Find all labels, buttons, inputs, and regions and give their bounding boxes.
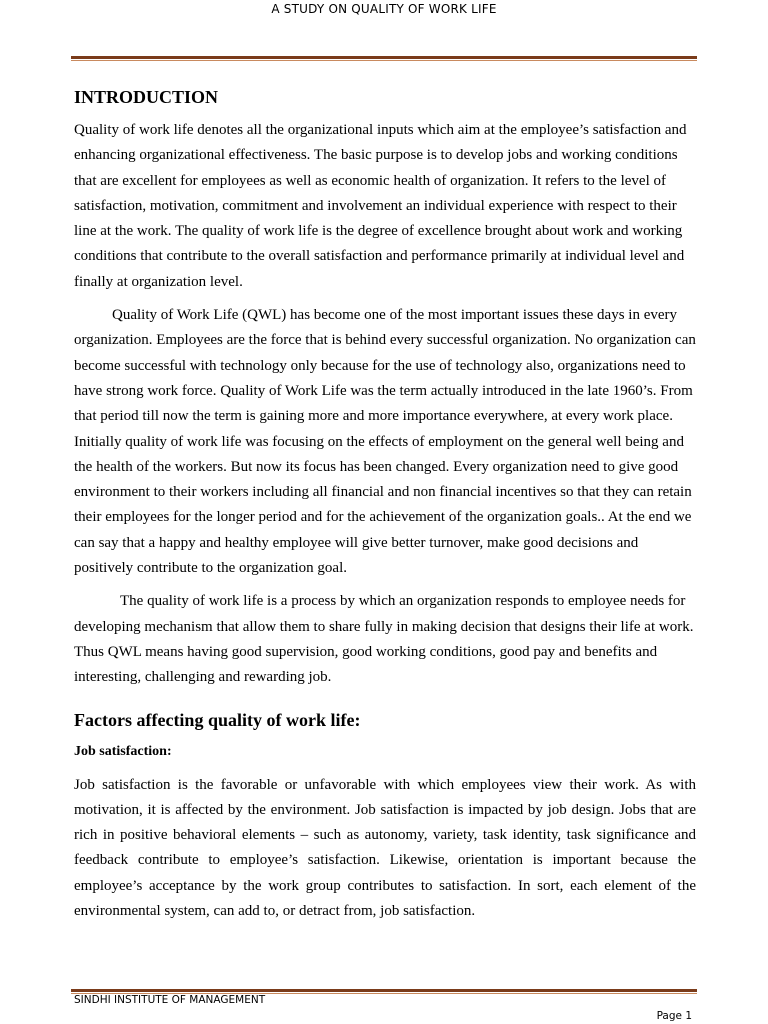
paragraph-3: The quality of work life is a process by which an organization responds to employee needs for developing mechanism that allow them to share fully in making decision that designs their life at work. Thus QWL means having good supervision, good working conditions, good pay and benefits and interesting, challenging and rewarding job. (74, 593, 694, 686)
section-heading: INTRODUCTION (74, 87, 219, 107)
footer-institute: SINDHI INSTITUTE OF MANAGEMENT (74, 994, 266, 1006)
paragraph-2: Quality of Work Life (QWL) has become one of the most important issues these days in every organization. Employees are the force that is behind every successful organization. No organization can become successful with technology only because for the use of technology also, organizations need to have strong work force. Quality of Work Life was the term actually introduced in the late 1960’s. From that period till now the term is gaining more and more importance everywhere, at every work place. Initially quality of work life was focusing on the effects of employment on the general well being and the health of the workers. But now its focus has been changed. Every organization need to give good environment to their workers including all financial and non financial incentives so that they can retain their employees for the longer period and for the achievement of the organization goals.. At the end we can say that a happy and healthy employee will give better turnover, make good decisions and positively contribute to the organization goal. (74, 307, 696, 577)
running-header: A STUDY ON QUALITY OF WORK LIFE (271, 2, 497, 16)
factors-heading: Factors affecting quality of work life: (74, 709, 361, 730)
page-number: Page 1 (656, 1010, 692, 1022)
paragraph-1: Quality of work life denotes all the organizational inputs which aim at the employee’s satisfaction and enhancing organizational effectiveness. The basic purpose is to develop jobs and working conditions that are excellent for employees as well as economic health of organization. It refers to the level of satisfaction, motivation, commitment and involvement an individual experience with respect to their line at the work. The quality of work life is the degree of excellence brought about work and working conditions that contribute to the overall satisfaction and performance primarily at individual level and finally at organization level. (74, 122, 687, 290)
header-divider (71, 56, 697, 61)
page-body (74, 86, 696, 932)
job-satisfaction-subheading: Job satisfaction: (74, 743, 172, 759)
job-satisfaction-paragraph: Job satisfaction is the favorable or unfavorable with which employees view their work. As with motivation, it is affected by the environment. Job satisfaction is impacted by job design. Jobs that are rich in positive behavioral elements – such as autonomy, variety, task identity, task significance and feedback contribute to employee’s satisfaction. Likewise, orientation is important because the employee’s acceptance by the work group contributes to satisfaction. In sort, each element of the environmental system, can add to, or detract from, job satisfaction. (74, 776, 696, 920)
